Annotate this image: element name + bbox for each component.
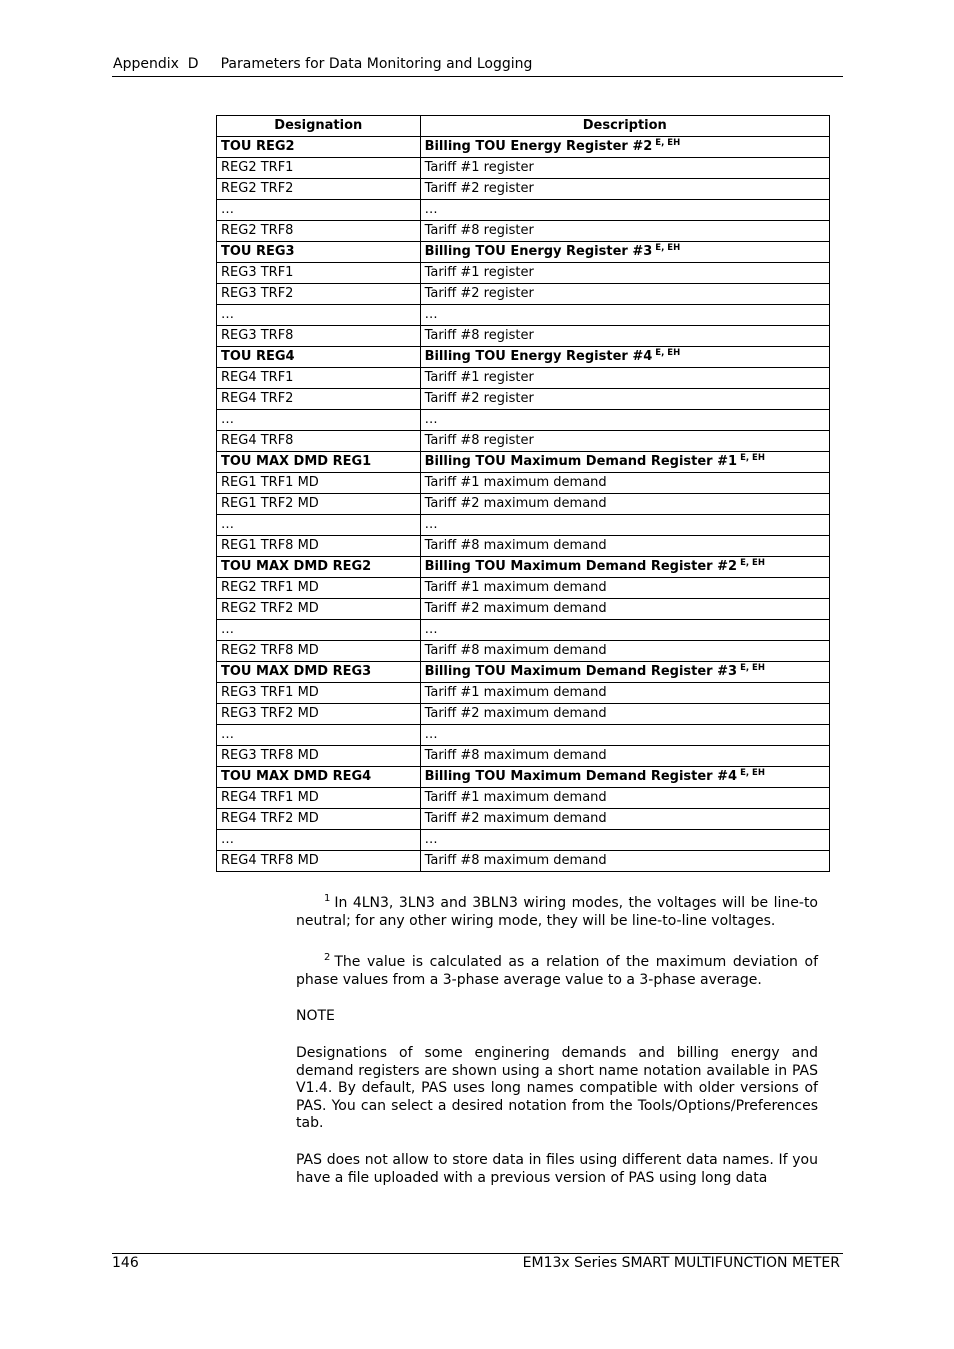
description-cell — [420, 683, 829, 704]
description-cell — [420, 326, 829, 347]
table-row — [217, 179, 830, 200]
description-cell — [420, 410, 829, 431]
description-text: … — [424, 516, 438, 532]
description-text: Billing TOU Maximum Demand Register #4 — [424, 769, 738, 785]
description-cell — [420, 662, 829, 683]
table-row — [217, 830, 830, 851]
designation-cell: REG1 TRF8 MD — [217, 536, 421, 557]
description-text: Billing TOU Energy Register #2 — [424, 139, 653, 155]
designation-cell: … — [217, 830, 421, 851]
description-text: Billing TOU Maximum Demand Register #2 — [424, 559, 738, 575]
designation-cell: REG2 TRF2 MD — [217, 599, 421, 620]
note-heading: NOTE — [296, 1008, 335, 1025]
designation-cell: REG4 TRF8 MD — [217, 851, 421, 872]
footnote-1-text: In 4LN3, 3LN3 and 3BLN3 wiring modes, the voltages will be line-to neutral; for any other wiring mode, they will be line-to-line voltages. — [296, 895, 818, 929]
table-row — [217, 494, 830, 515]
description-text: Tariff #1 maximum demand — [424, 474, 607, 490]
description-text: Tariff #2 maximum demand — [424, 600, 607, 616]
description-cell — [420, 809, 829, 830]
designation-cell: REG3 TRF8 MD — [217, 746, 421, 767]
description-text: Billing TOU Maximum Demand Register #3 — [424, 664, 738, 680]
designation-cell: REG1 TRF2 MD — [217, 494, 421, 515]
table-row — [217, 788, 830, 809]
table-row — [217, 641, 830, 662]
table-row — [217, 158, 830, 179]
table-row — [217, 263, 830, 284]
description-text: Tariff #2 maximum demand — [424, 810, 607, 826]
table-header-row — [217, 116, 830, 137]
description-text: Tariff #8 register — [424, 432, 534, 448]
designation-cell: REG2 TRF1 — [217, 158, 421, 179]
footnote-1 — [296, 890, 818, 930]
register-note-superscript: E, EH — [740, 558, 765, 569]
description-text: … — [424, 621, 438, 637]
description-text: Tariff #1 register — [424, 159, 534, 175]
table-row — [217, 683, 830, 704]
description-text: Billing TOU Energy Register #3 — [424, 244, 653, 260]
designation-cell: TOU MAX DMD REG1 — [217, 452, 421, 473]
designation-cell: REG4 TRF2 MD — [217, 809, 421, 830]
table-row — [217, 200, 830, 221]
register-note-superscript: E, EH — [740, 453, 765, 464]
description-text: Tariff #1 maximum demand — [424, 789, 607, 805]
designation-cell: REG3 TRF1 MD — [217, 683, 421, 704]
designation-cell: REG4 TRF2 — [217, 389, 421, 410]
description-text: Billing TOU Maximum Demand Register #1 — [424, 454, 738, 470]
description-text: Tariff #8 register — [424, 222, 534, 238]
designation-cell: REG3 TRF8 — [217, 326, 421, 347]
table-section-row — [217, 767, 830, 788]
register-note-superscript: E, EH — [740, 663, 765, 674]
description-cell — [420, 641, 829, 662]
description-text: Tariff #1 register — [424, 369, 534, 385]
page-header — [113, 56, 532, 72]
description-cell — [420, 200, 829, 221]
description-text: Tariff #1 maximum demand — [424, 579, 607, 595]
description-cell — [420, 305, 829, 326]
header-title: Parameters for Data Monitoring and Logging — [220, 56, 533, 72]
table-row — [217, 431, 830, 452]
designation-cell: REG2 TRF8 — [217, 221, 421, 242]
description-text: Billing TOU Energy Register #4 — [424, 349, 653, 365]
designation-cell: … — [217, 410, 421, 431]
table-row — [217, 851, 830, 872]
table-row — [217, 221, 830, 242]
description-cell — [420, 830, 829, 851]
designation-cell: TOU MAX DMD REG3 — [217, 662, 421, 683]
footnote-1-mark: 1 — [324, 893, 331, 904]
designation-cell: REG2 TRF1 MD — [217, 578, 421, 599]
register-note-superscript: E, EH — [655, 243, 681, 254]
description-text: Tariff #2 maximum demand — [424, 495, 607, 511]
table-section-row — [217, 242, 830, 263]
description-cell — [420, 704, 829, 725]
table-row — [217, 473, 830, 494]
description-text: Tariff #2 register — [424, 180, 534, 196]
designation-cell: REG3 TRF2 MD — [217, 704, 421, 725]
description-cell — [420, 158, 829, 179]
table-section-row — [217, 662, 830, 683]
designation-cell: REG4 TRF1 MD — [217, 788, 421, 809]
table-row — [217, 704, 830, 725]
table-body — [217, 137, 830, 872]
description-text: Tariff #2 maximum demand — [424, 705, 607, 721]
designation-cell: REG3 TRF1 — [217, 263, 421, 284]
table-row — [217, 809, 830, 830]
description-cell — [420, 179, 829, 200]
description-cell — [420, 788, 829, 809]
description-cell — [420, 137, 829, 158]
table-row — [217, 515, 830, 536]
designation-cell: TOU MAX DMD REG4 — [217, 767, 421, 788]
description-text: … — [424, 726, 438, 742]
table-row — [217, 536, 830, 557]
register-note-superscript: E, EH — [655, 348, 681, 359]
designation-cell: TOU REG3 — [217, 242, 421, 263]
column-header-designation: Designation — [217, 116, 421, 137]
description-cell — [420, 242, 829, 263]
table-row — [217, 410, 830, 431]
description-text: … — [424, 201, 438, 217]
table-row — [217, 389, 830, 410]
description-text: Tariff #8 maximum demand — [424, 852, 607, 868]
table-section-row — [217, 347, 830, 368]
description-cell — [420, 620, 829, 641]
description-text: Tariff #8 register — [424, 327, 534, 343]
table-section-row — [217, 452, 830, 473]
description-cell — [420, 452, 829, 473]
header-divider — [112, 76, 843, 77]
table-row — [217, 284, 830, 305]
description-text: Tariff #1 register — [424, 264, 534, 280]
description-cell — [420, 767, 829, 788]
description-cell — [420, 536, 829, 557]
description-text: Tariff #2 register — [424, 390, 534, 406]
designation-cell: TOU REG4 — [217, 347, 421, 368]
table-section-row — [217, 557, 830, 578]
description-cell — [420, 599, 829, 620]
description-cell — [420, 746, 829, 767]
description-cell — [420, 494, 829, 515]
designation-cell: REG2 TRF8 MD — [217, 641, 421, 662]
note-paragraph-1: Designations of some enginering demands and billing energy and demand registers are shown using a short name notation available in PAS V1.4. By default, PAS uses long names compatible with older versions of PAS. You can select a desired notation from the Tools/Options/Preferences tab. — [296, 1044, 818, 1132]
designation-cell: REG1 TRF1 MD — [217, 473, 421, 494]
description-text: Tariff #8 maximum demand — [424, 642, 607, 658]
description-text: … — [424, 411, 438, 427]
description-cell — [420, 578, 829, 599]
footnote-2-mark: 2 — [324, 952, 331, 964]
column-header-description: Description — [420, 116, 829, 137]
designation-cell: REG2 TRF2 — [217, 179, 421, 200]
designation-cell: … — [217, 725, 421, 746]
description-cell — [420, 515, 829, 536]
register-note-superscript: E, EH — [740, 768, 765, 779]
description-text: Tariff #1 maximum demand — [424, 684, 607, 700]
description-text: Tariff #8 maximum demand — [424, 537, 607, 553]
description-cell — [420, 851, 829, 872]
footnote-2 — [296, 949, 818, 989]
table-row — [217, 599, 830, 620]
table-row — [217, 620, 830, 641]
table-row — [217, 725, 830, 746]
table-row — [217, 578, 830, 599]
description-text: … — [424, 306, 438, 322]
designation-cell: REG4 TRF8 — [217, 431, 421, 452]
description-cell — [420, 557, 829, 578]
table-row — [217, 326, 830, 347]
description-cell — [420, 221, 829, 242]
description-text: … — [424, 831, 438, 847]
table-section-row — [217, 137, 830, 158]
footer-divider — [112, 1253, 843, 1254]
parameters-table — [216, 115, 830, 872]
designation-cell: … — [217, 200, 421, 221]
description-cell — [420, 284, 829, 305]
table-row — [217, 746, 830, 767]
designation-cell: … — [217, 305, 421, 326]
table-row — [217, 305, 830, 326]
designation-cell: TOU REG2 — [217, 137, 421, 158]
description-cell — [420, 725, 829, 746]
designation-cell: … — [217, 620, 421, 641]
description-cell — [420, 431, 829, 452]
designation-cell: REG4 TRF1 — [217, 368, 421, 389]
description-cell — [420, 473, 829, 494]
register-note-superscript: E, EH — [655, 138, 681, 149]
designation-cell: TOU MAX DMD REG2 — [217, 557, 421, 578]
description-cell — [420, 368, 829, 389]
description-text: Tariff #2 register — [424, 285, 534, 301]
designation-cell: REG3 TRF2 — [217, 284, 421, 305]
description-text: Tariff #8 maximum demand — [424, 747, 607, 763]
designation-cell: … — [217, 515, 421, 536]
product-name: EM13x Series SMART MULTIFUNCTION METER — [522, 1255, 840, 1271]
page-number: 146 — [112, 1255, 139, 1271]
notes-section — [296, 890, 818, 1206]
table-row — [217, 368, 830, 389]
note-paragraph-2: PAS does not allow to store data in files using different data names. If you have a file uploaded with a previous version of PAS using long data — [296, 1151, 818, 1186]
appendix-label: Appendix D — [113, 56, 199, 72]
footnote-2-text: The value is calculated as a relation of the maximum deviation of phase values from a 3-phase average value to a 3-phase average. — [296, 954, 818, 988]
description-cell — [420, 389, 829, 410]
description-cell — [420, 263, 829, 284]
description-cell — [420, 347, 829, 368]
